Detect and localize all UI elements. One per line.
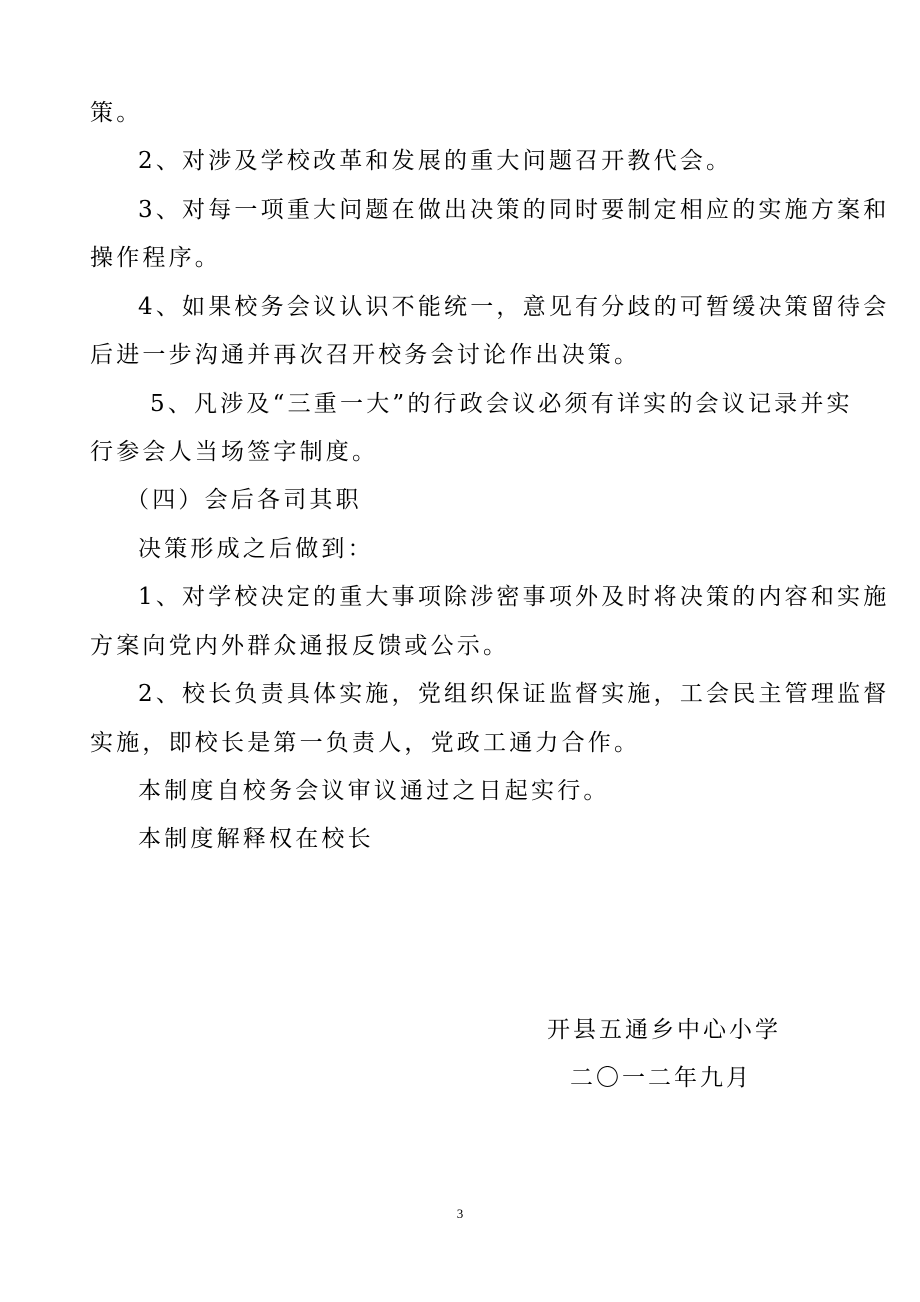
text-line-14: 实施，即校长是第一负责人，党政工通力合作。 — [90, 730, 641, 756]
text-line-4: 操作程序。 — [90, 245, 221, 271]
text-line-5: 4、如果校务会议认识不能统一，意见有分歧的可暂缓决策留待会 — [138, 294, 890, 320]
text-line-15: 本制度自校务会议审议通过之日起实行。 — [138, 778, 610, 804]
signature-date: 二〇一二年九月 — [570, 1065, 752, 1091]
page-number: 3 — [456, 1206, 464, 1221]
text-line-8: 行参会人当场签字制度。 — [90, 439, 379, 465]
text-line-3: 3、对每一项重大问题在做出决策的同时要制定相应的实施方案和 — [138, 197, 890, 223]
section-heading: （四）会后各司其职 — [126, 487, 362, 513]
text-line-1: 策。 — [90, 100, 143, 126]
text-line-13: 2、校长负责具体实施，党组织保证监督实施，工会民主管理监督 — [138, 681, 890, 707]
text-line-10: 决策形成之后做到： — [138, 536, 374, 562]
text-line-6: 后进一步沟通并再次召开校务会讨论作出决策。 — [90, 342, 641, 368]
signature-organization: 开县五通乡中心小学 — [547, 1017, 781, 1043]
text-line-16: 本制度解释权在校长 — [138, 826, 374, 852]
text-line-2: 2、对涉及学校改革和发展的重大问题召开教代会。 — [138, 148, 733, 174]
text-line-7: 5、凡涉及“三重一大”的行政会议必须有详实的会议记录并实 — [150, 391, 853, 417]
text-line-12: 方案向党内外群众通报反馈或公示。 — [90, 633, 510, 659]
text-line-11: 1、对学校决定的重大事项除涉密事项外及时将决策的内容和实施 — [138, 584, 890, 610]
